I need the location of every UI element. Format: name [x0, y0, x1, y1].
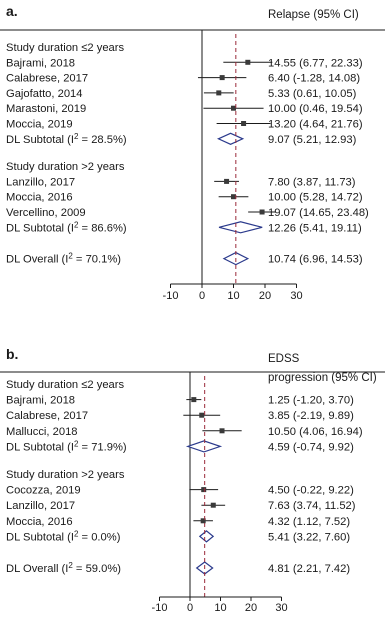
- point-estimate: [231, 106, 236, 111]
- overall-text: 10.74 (6.96, 14.53): [268, 253, 363, 266]
- estimate-text: 3.85 (-2.19, 9.89): [268, 410, 354, 423]
- x-tick-label: 0: [186, 602, 194, 614]
- estimate-text: 13.20 (4.64, 21.76): [268, 118, 363, 131]
- point-estimate: [191, 397, 196, 402]
- point-estimate: [201, 487, 206, 492]
- estimate-text: 4.32 (1.12, 7.52): [268, 515, 351, 528]
- group-heading: Study duration >2 years: [6, 161, 125, 174]
- x-tick-label: 10: [214, 602, 227, 614]
- effect-header: EDSS: [268, 353, 300, 365]
- estimate-text: 7.63 (3.74, 11.52): [268, 500, 356, 513]
- study-label: Calabrese, 2017: [6, 72, 89, 85]
- subtotal-label: DL Subtotal $(I^2 = 71.9\%)$: [6, 439, 127, 454]
- effect-header: Relapse (95% CI): [268, 9, 359, 21]
- x-tick-label: 20: [244, 602, 258, 614]
- overall-text: 4.81 (2.21, 7.42): [268, 563, 351, 575]
- subtotal-text: 9.07 (5.21, 12.93): [268, 133, 357, 146]
- subtotal-diamond: [188, 441, 221, 452]
- study-label: Lanzillo, 2017: [6, 176, 76, 189]
- study-label: Marastoni, 2019: [6, 103, 87, 116]
- point-estimate: [199, 413, 204, 418]
- study-label: Cocozza, 2019: [6, 484, 81, 497]
- group-heading: Study duration ≤2 years: [6, 379, 125, 391]
- study-label: Vercellino, 2009: [6, 207, 86, 219]
- estimate-text: 14.55 (6.77, 22.33): [268, 57, 363, 70]
- x-tick-label: 30: [290, 290, 303, 302]
- subtotal-text: 5.41 (3.22, 7.60): [268, 531, 351, 544]
- point-estimate: [220, 75, 225, 80]
- point-estimate: [245, 60, 250, 65]
- point-estimate: [211, 503, 216, 508]
- study-label: Calabrese, 2017: [6, 410, 89, 423]
- estimate-text: 6.40 (-1.28, 14.08): [268, 72, 361, 85]
- x-tick-label: 20: [258, 290, 272, 302]
- subtotal-diamond: [218, 133, 242, 144]
- study-label: Moccia, 2016: [6, 191, 73, 204]
- subtotal-label: DL Subtotal $(I^2 = 0.0\%)$: [6, 529, 121, 544]
- x-tick-label: -10: [162, 290, 179, 302]
- subtotal-diamond: [200, 531, 213, 542]
- panel-label: a.: [6, 3, 18, 19]
- overall-label: DL Overall $(I^2 = 70.1\%)$: [6, 251, 122, 266]
- estimate-text: 1.25 (-1.20, 3.70): [268, 394, 354, 407]
- group-heading: Study duration ≤2 years: [6, 42, 125, 54]
- study-label: Mallucci, 2018: [6, 425, 78, 438]
- subtotal-label: DL Subtotal $(I^2 = 28.5\%)$: [6, 131, 127, 146]
- point-estimate: [220, 428, 225, 433]
- study-label: Gajofatto, 2014: [6, 87, 83, 100]
- study-label: Moccia, 2016: [6, 515, 73, 528]
- subtotal-label: DL Subtotal $(I^2 = 86.6\%)$: [6, 220, 127, 235]
- point-estimate: [241, 121, 246, 126]
- estimate-text: 10.50 (4.06, 16.94): [268, 425, 363, 438]
- x-tick-label: 30: [275, 602, 288, 614]
- estimate-text: 10.00 (5.28, 14.72): [268, 191, 363, 204]
- effect-header: progression (95% CI): [268, 372, 377, 384]
- subtotal-text: 4.59 (-0.74, 9.92): [268, 441, 354, 454]
- panel-label: b.: [6, 346, 19, 362]
- estimate-text: 7.80 (3.87, 11.73): [268, 176, 356, 189]
- study-label: Lanzillo, 2017: [6, 500, 76, 513]
- point-estimate: [260, 210, 265, 215]
- estimate-text: 4.50 (-0.22, 9.22): [268, 484, 354, 497]
- group-heading: Study duration >2 years: [6, 469, 125, 481]
- overall-label: DL Overall $(I^2 = 59.0\%)$: [6, 561, 122, 575]
- x-tick-label: 0: [198, 290, 206, 302]
- x-tick-label: -10: [151, 602, 168, 614]
- estimate-text: 19.07 (14.65, 23.48): [268, 207, 369, 219]
- x-tick-label: 10: [227, 290, 240, 302]
- point-estimate: [231, 194, 236, 199]
- point-estimate: [216, 90, 221, 95]
- subtotal-text: 12.26 (5.41, 19.11): [268, 222, 362, 235]
- study-label: Bajrami, 2018: [6, 394, 76, 407]
- study-label: Bajrami, 2018: [6, 57, 76, 70]
- estimate-text: 5.33 (0.61, 10.05): [268, 87, 357, 100]
- point-estimate: [224, 179, 229, 184]
- subtotal-diamond: [219, 222, 262, 233]
- study-label: Moccia, 2019: [6, 118, 73, 131]
- estimate-text: 10.00 (0.46, 19.54): [268, 103, 363, 116]
